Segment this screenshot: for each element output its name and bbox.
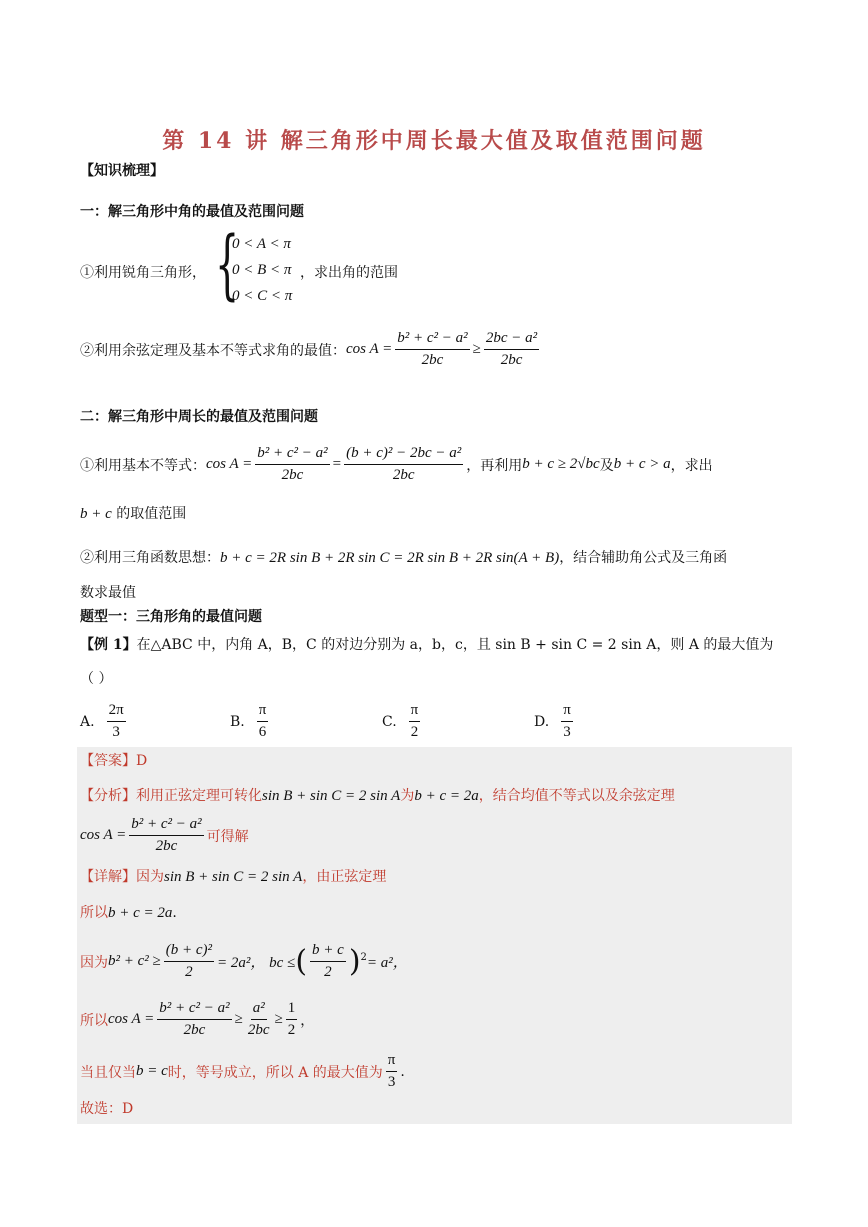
so2-den2: 2bc xyxy=(247,1022,270,1038)
part2-item1-line2 xyxy=(80,503,186,523)
so2-num1: b² + c² − a² xyxy=(157,1000,231,1020)
option-d xyxy=(534,702,576,741)
analysis-label: 【分析】 xyxy=(80,788,136,804)
so2-text: 所以 xyxy=(80,1012,108,1029)
analysis-text2: 为 xyxy=(400,788,415,804)
part2-line2-math: b + c xyxy=(80,506,112,522)
option-a-num: 2π xyxy=(107,702,126,722)
case-2: 0 < B < π xyxy=(232,262,292,278)
because-end: = a²， xyxy=(366,955,408,971)
detail-text1: 因为 xyxy=(136,869,164,885)
answer-label: 【答案】 xyxy=(80,753,136,769)
part2-and: 及 xyxy=(599,457,614,474)
part1-den2: 2bc xyxy=(500,352,523,368)
part2-item2 xyxy=(80,547,727,567)
part1-den1: 2bc xyxy=(421,352,444,368)
part2-item2-tail: ，结合辅助角公式及三角函 xyxy=(559,550,728,566)
type1-heading: 题型一：三角形角的最值问题 xyxy=(80,609,262,625)
option-c-num: π xyxy=(409,702,421,722)
because-den2: 2 xyxy=(324,964,332,980)
part2-den2: 2bc xyxy=(392,467,415,483)
section-knowledge-label: 【知识梳理】 xyxy=(80,163,164,179)
choose-line xyxy=(80,1098,133,1118)
analysis-tail: 可得解 xyxy=(206,828,249,845)
because-text: 因为 xyxy=(80,954,108,971)
detail-label: 【详解】 xyxy=(80,869,136,885)
when-text2: 时，等号成立，所以 A 的最大值为 xyxy=(167,1064,383,1081)
when-math: b = c xyxy=(136,1063,168,1079)
option-b-label: B. xyxy=(230,713,245,730)
so2-den1: 2bc xyxy=(183,1022,206,1038)
when-line xyxy=(80,1052,405,1091)
part1-fraction-2 xyxy=(484,330,539,369)
so2-frac-2 xyxy=(246,1000,272,1039)
part1-item2-lhs: cos A = xyxy=(346,341,393,357)
part2-item1-prefix: ①利用基本不等式： xyxy=(80,457,206,474)
option-c-label: C. xyxy=(382,713,397,730)
part1-item2 xyxy=(80,330,542,369)
part2-item1-mid: ，再利用 xyxy=(466,457,523,474)
choose-value: D xyxy=(122,1101,134,1117)
part1-num2: 2bc − a² xyxy=(484,330,539,350)
analysis-lhs: cos A = xyxy=(80,827,127,843)
so2-num2: a² xyxy=(251,1000,267,1020)
example-paren: （ ） xyxy=(80,671,113,687)
part2-num1: b² + c² − a² xyxy=(255,445,329,465)
part2-num2: (b + c)² − 2bc − a² xyxy=(344,445,463,465)
option-a-label: A. xyxy=(80,713,95,730)
option-d-frac xyxy=(561,702,573,741)
when-den: 3 xyxy=(387,1074,396,1090)
answer-value: D xyxy=(136,753,148,769)
so1-math: b + c = 2a xyxy=(108,905,173,921)
so2-end: ， xyxy=(300,1012,315,1029)
example-1 xyxy=(80,634,773,654)
part1-item2-prefix: ②利用余弦定理及基本不等式求角的最值： xyxy=(80,342,346,359)
part2-item2-prefix: ②利用三角函数思想： xyxy=(80,550,220,566)
example-label: 【例 1】 xyxy=(80,637,137,653)
case-3: 0 < C < π xyxy=(232,288,293,304)
part2-fraction-1 xyxy=(255,445,329,484)
analysis-line xyxy=(80,785,675,805)
part2-heading: 二：解三角形中周长的最值及范围问题 xyxy=(80,409,318,425)
when-num: π xyxy=(386,1052,398,1072)
because-den1: 2 xyxy=(185,964,193,980)
part1-item1-suffix: ，求出角的范围 xyxy=(300,265,398,281)
part1-item1-prefix: ①利用锐角三角形， xyxy=(80,265,206,281)
analysis-text1: 利用正弦定理可转化 xyxy=(136,788,262,804)
page-title: 第 14 讲 解三角形中周长最大值及取值范围问题 xyxy=(162,128,706,154)
so-line-2 xyxy=(80,1000,314,1039)
part2-fraction-2 xyxy=(344,445,463,484)
analysis-formula xyxy=(80,816,249,855)
so2-ge1: ≥ xyxy=(234,1011,243,1027)
option-b-num: π xyxy=(257,702,269,722)
left-paren: ( xyxy=(295,944,308,979)
part1-heading: 一：解三角形中角的最值及范围问题 xyxy=(80,204,304,220)
so1-text: 所以 xyxy=(80,905,108,921)
option-c-frac xyxy=(409,702,421,741)
so-line-1 xyxy=(80,902,177,922)
because-mid: = 2a²， bc ≤ xyxy=(217,955,296,971)
so2-frac-1 xyxy=(157,1000,231,1039)
part2-item1 xyxy=(80,445,713,484)
so2-ge2: ≥ xyxy=(274,1011,283,1027)
cases-brace: { xyxy=(215,219,240,308)
example-text: 在△ABC 中，内角 A，B，C 的对边分别为 a，b，c，且 sin B + sin C = 2 sin A，则 A 的最大值为 xyxy=(136,637,774,653)
because-frac-2 xyxy=(310,942,346,981)
when-frac xyxy=(386,1052,398,1091)
option-a xyxy=(80,702,129,741)
detail-line xyxy=(80,866,386,886)
when-text1: 当且仅当 xyxy=(80,1064,136,1081)
part2-item2-math: b + c = 2R sin B + 2R sin C = 2R sin B + 2R sin(A + B) xyxy=(220,550,560,566)
because-lhs: b² + c² ≥ xyxy=(108,953,161,969)
option-c-den: 2 xyxy=(410,724,419,740)
analysis-den: 2bc xyxy=(155,838,178,854)
answer-line xyxy=(80,750,147,770)
part2-eq: = xyxy=(332,456,342,472)
part1-ge: ≥ xyxy=(472,341,481,357)
analysis-frac xyxy=(129,816,203,855)
option-b-frac xyxy=(257,702,269,741)
part2-ineq: b + c ≥ 2√bc xyxy=(522,456,600,472)
when-end: . xyxy=(400,1063,405,1080)
part2-den1: 2bc xyxy=(281,467,304,483)
part1-num1: b² + c² − a² xyxy=(395,330,469,350)
because-num1: (b + c)² xyxy=(164,942,214,962)
part2-line2-text: 的取值范围 xyxy=(116,506,187,522)
part2-item1-lhs: cos A = xyxy=(206,456,253,472)
detail-math1: sin B + sin C = 2 sin A xyxy=(164,869,303,885)
analysis-math1: sin B + sin C = 2 sin A xyxy=(262,788,401,804)
option-a-den: 3 xyxy=(112,724,120,740)
choose-label: 故选： xyxy=(80,1101,122,1117)
option-d-label: D. xyxy=(534,713,550,730)
analysis-text3: ，结合均值不等式以及余弦定理 xyxy=(478,788,675,804)
so2-num3: 1 xyxy=(286,1000,298,1020)
part1-fraction-1 xyxy=(395,330,469,369)
because-num2: b + c xyxy=(310,942,346,962)
analysis-math2: b + c = 2a xyxy=(414,788,479,804)
right-paren: )$^2$ xyxy=(348,944,367,979)
case-1: 0 < A < π xyxy=(232,236,291,252)
option-c xyxy=(382,702,423,741)
option-d-num: π xyxy=(561,702,573,722)
so2-den3: 2 xyxy=(287,1022,296,1038)
because-frac-1 xyxy=(164,942,214,981)
so2-frac-3 xyxy=(286,1000,298,1039)
so1-end: . xyxy=(172,905,177,921)
option-b-den: 6 xyxy=(258,724,267,740)
so2-lhs: cos A = xyxy=(108,1011,155,1027)
option-b xyxy=(230,702,271,741)
because-line xyxy=(80,942,408,981)
detail-text2: ，由正弦定理 xyxy=(302,869,387,885)
part2-tail: ，求出 xyxy=(670,457,713,474)
option-d-den: 3 xyxy=(563,724,571,740)
part2-ineq2: b + c > a xyxy=(613,456,671,472)
part2-item2-line2: 数求最值 xyxy=(80,585,136,601)
analysis-num: b² + c² − a² xyxy=(129,816,203,836)
option-a-frac xyxy=(107,702,126,741)
